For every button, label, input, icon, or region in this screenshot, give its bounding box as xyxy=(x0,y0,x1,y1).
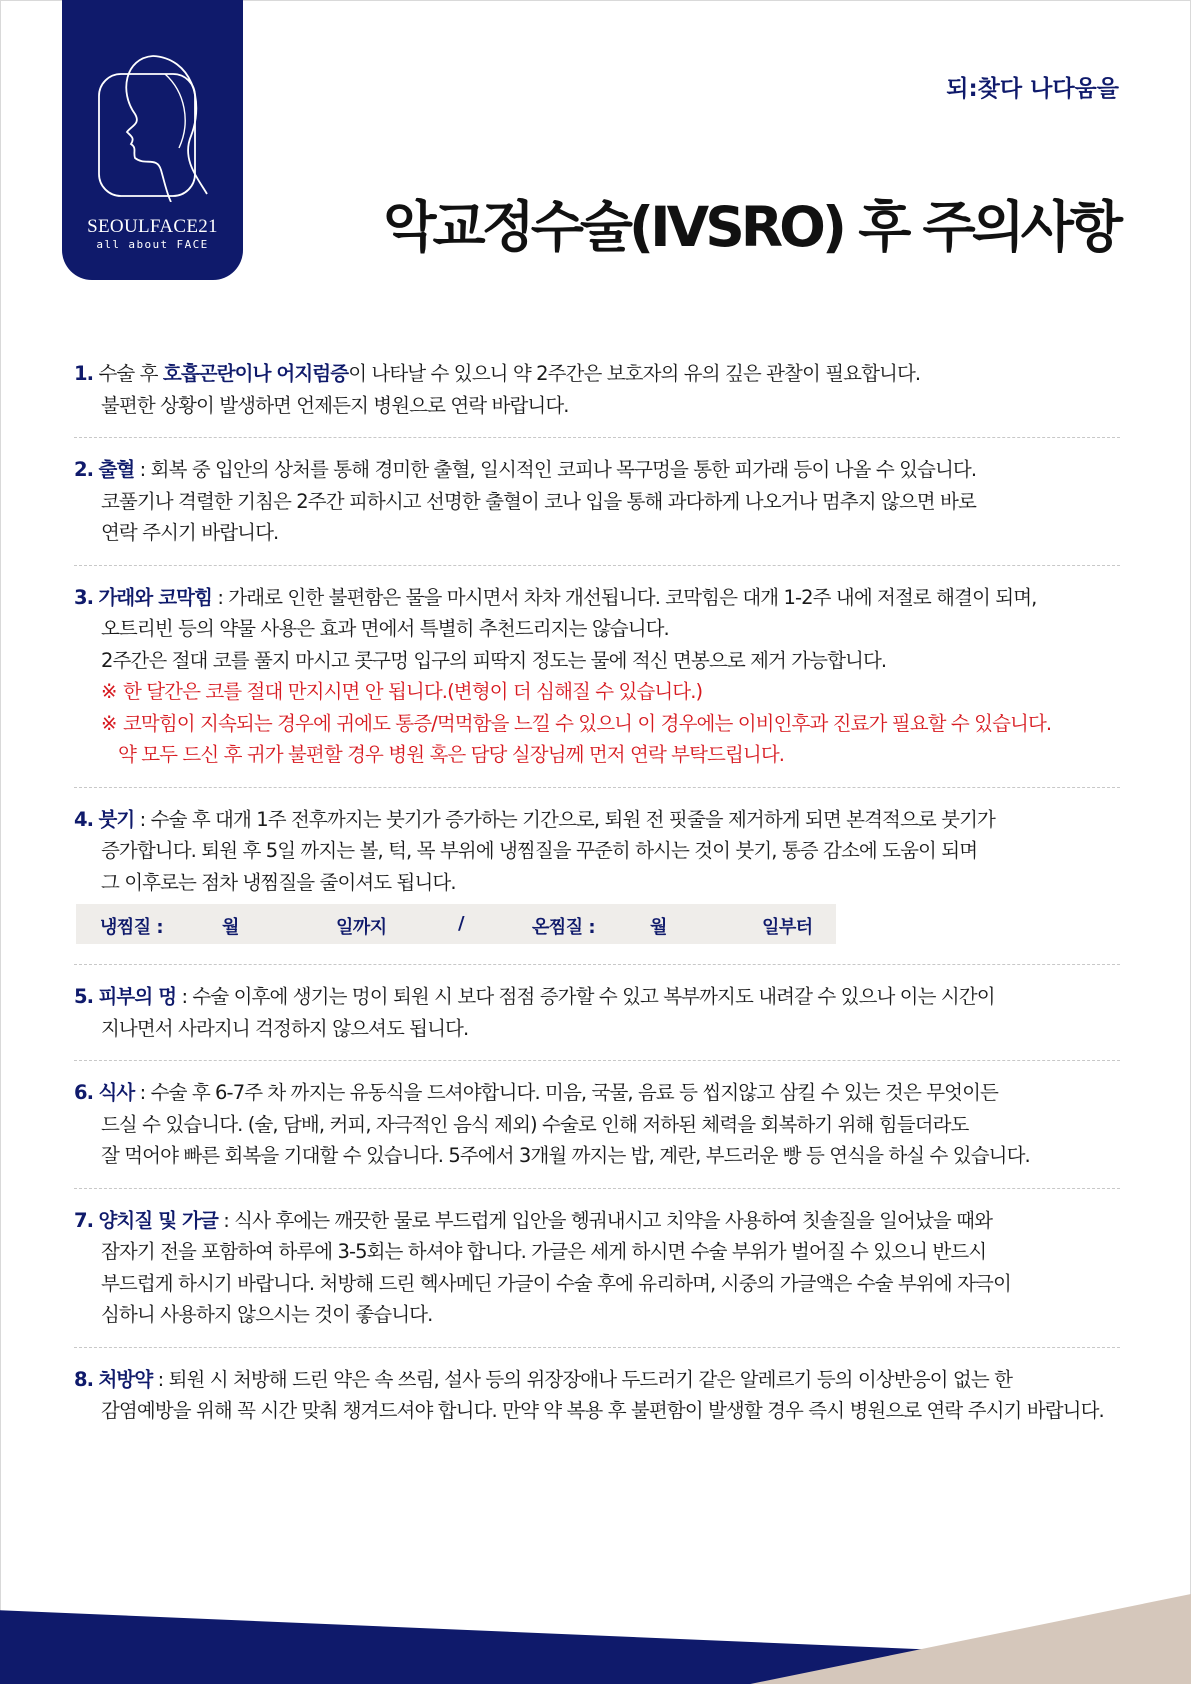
notice-item-2 xyxy=(74,454,1120,566)
warning-text: 한 달간은 코를 절대 만지시면 안 됩니다.(변형이 더 심해질 수 있습니다.) xyxy=(123,680,703,703)
notice-line: 불편한 상황이 발생하면 언제든지 병원으로 연락 바랍니다. xyxy=(101,393,569,417)
notice-line xyxy=(74,804,1120,836)
schedule-separator: / xyxy=(458,913,465,934)
notice-line xyxy=(74,1077,1120,1109)
notice-line: 부드럽게 하시기 바랍니다. 처방해 드린 헥사메딘 가글이 수술 후에 유리하며, 시중의 가글액은 수술 부위에 자극이 xyxy=(101,1271,1011,1295)
notice-text: : 가래로 인한 불편함은 물을 마시면서 차차 개선됩니다. 코막힘은 대개 1-2주 내에 저절로 해결이 되며, xyxy=(212,585,1037,609)
clinic-logo-tagline: all about FACE xyxy=(96,238,209,251)
notice-item-5 xyxy=(74,981,1120,1061)
warm-compress-label: 온찜질 : xyxy=(532,917,596,938)
notice-number: 8. xyxy=(74,1367,94,1391)
notice-text: : 수술 이후에 생기는 멍이 퇴원 시 보다 점점 증가할 수 있고 복부까지도 내려갈 수 있으나 이는 시간이 xyxy=(176,985,995,1008)
warning-line xyxy=(74,708,1120,740)
warning-text: 코막힘이 지속되는 경우에 귀에도 통증/먹먹함을 느낄 수 있으니 이 경우에는 이비인후과 진료가 필요할 수 있습니다. xyxy=(123,711,1052,735)
notice-line: 드실 수 있습니다. (술, 담배, 커피, 자극적인 음식 제외) 수술로 인해 저하된 체력을 회복하기 위해 힘들더라도 xyxy=(101,1112,969,1136)
page-title: 악교정수술(IVSRO) 후 주의사항 xyxy=(383,195,1119,259)
notice-keyword: 호흡곤란이나 어지럼증 xyxy=(162,362,349,385)
notice-item-6 xyxy=(74,1077,1120,1189)
notice-line xyxy=(74,1364,1120,1396)
notice-line xyxy=(74,358,1120,390)
notice-line: 지나면서 사라지니 걱정하지 않으셔도 됩니다. xyxy=(101,1016,469,1040)
notice-text: : 수술 후 6-7주 차 까지는 유동식을 드셔야합니다. 미음, 국물, 음료 등 씹지않고 삼킬 수 있는 것은 무엇이든 xyxy=(134,1081,998,1104)
notice-keyword: 양치질 및 가글 xyxy=(98,1208,218,1232)
notice-number: 4. xyxy=(74,807,94,831)
reference-mark-icon: ※ xyxy=(101,680,117,703)
warning-line xyxy=(74,676,1120,708)
notice-keyword: 처방약 xyxy=(98,1367,153,1391)
clinic-logo-name: SEOULFACE21 xyxy=(87,216,218,237)
notice-number: 3. xyxy=(74,585,94,609)
notice-text: 이 나타날 수 있으니 약 2주간은 보호자의 유의 깊은 관찰이 필요합니다. xyxy=(348,362,921,385)
notice-line: 잘 먹어야 빠른 회복을 기대할 수 있습니다. 5주에서 3개월 까지는 밥, 계란, 부드러운 빵 등 연식을 하실 수 있습니다. xyxy=(101,1144,1030,1167)
notice-text: : 식사 후에는 깨끗한 물로 부드럽게 입안을 헹궈내시고 치약을 사용하여 칫솔질을 일어났을 때와 xyxy=(217,1208,993,1232)
notice-line: 오트리빈 등의 약물 사용은 효과 면에서 특별히 추천드리지는 않습니다. xyxy=(101,617,669,640)
notice-line xyxy=(74,1205,1120,1237)
notice-line: 잠자기 전을 포함하여 하루에 3-5회는 하셔야 합니다. 가글은 세게 하시면 수술 부위가 벌어질 수 있으니 반드시 xyxy=(101,1240,987,1263)
notice-keyword: 피부의 멍 xyxy=(98,985,177,1008)
face-silhouette-icon xyxy=(95,52,211,202)
notice-item-7 xyxy=(74,1205,1120,1348)
notice-item-3 xyxy=(74,582,1120,788)
notice-number: 5. xyxy=(74,985,94,1008)
clinic-logo xyxy=(62,0,243,280)
compress-schedule-bar xyxy=(76,904,836,944)
cold-compress-label: 냉찜질 : xyxy=(100,917,164,938)
notice-text: : 수술 후 대개 1주 전후까지는 붓기가 증가하는 기간으로, 퇴원 전 핏줄을 제거하게 되면 본격적으로 붓기가 xyxy=(134,807,995,831)
notice-text: 수술 후 xyxy=(98,362,163,385)
notice-item-1 xyxy=(74,358,1120,438)
notice-line: 그 이후로는 점차 냉찜질을 줄이셔도 됩니다. xyxy=(101,870,456,894)
notice-line: 감염예방을 위해 꼭 시간 맞춰 챙겨드셔야 합니다. 만약 약 복용 후 불편함이 발생할 경우 즉시 병원으로 연락 주시기 바랍니다. xyxy=(101,1399,1104,1422)
notice-text: : 회복 중 입안의 상처를 통해 경미한 출혈, 일시적인 코피나 목구멍을 통한 피가래 등이 나올 수 있습니다. xyxy=(134,458,977,481)
cold-compress-until: 일까지 xyxy=(336,917,387,938)
notice-keyword: 붓기 xyxy=(98,807,135,831)
notice-item-4 xyxy=(74,804,1120,966)
notice-text: : 퇴원 시 처방해 드린 약은 속 쓰림, 설사 등의 위장장애나 두드러기 같은 알레르기 등의 이상반응이 없는 한 xyxy=(152,1367,1013,1391)
notice-number: 7. xyxy=(74,1208,94,1232)
notice-list xyxy=(74,358,1120,1459)
notice-line xyxy=(74,981,1120,1013)
notice-line xyxy=(74,582,1120,614)
notice-line: 연락 주시기 바랍니다. xyxy=(101,521,279,544)
notice-keyword: 식사 xyxy=(98,1081,135,1104)
notice-number: 6. xyxy=(74,1081,94,1104)
warm-compress-from: 일부터 xyxy=(762,917,813,938)
warning-line: 약 모두 드신 후 귀가 불편할 경우 병원 혹은 담당 실장님께 먼저 연락 부탁드립니다. xyxy=(118,743,785,766)
notice-line: 코풀기나 격렬한 기침은 2주간 피하시고 선명한 출혈이 코나 입을 통해 과다하게 나오거나 멈추지 않으면 바로 xyxy=(101,489,976,513)
notice-line: 증가합니다. 퇴원 후 5일 까지는 볼, 턱, 목 부위에 냉찜질을 꾸준히 하시는 것이 붓기, 통증 감소에 도움이 되며 xyxy=(101,839,978,862)
notice-line: 심하니 사용하지 않으시는 것이 좋습니다. xyxy=(101,1303,433,1326)
notice-number: 2. xyxy=(74,458,94,481)
notice-line xyxy=(74,454,1120,486)
reference-mark-icon: ※ xyxy=(101,711,117,735)
notice-line: 2주간은 절대 코를 풀지 마시고 콧구멍 입구의 피딱지 정도는 물에 적신 면봉으로 제거 가능합니다. xyxy=(101,648,887,672)
notice-keyword: 출혈 xyxy=(98,458,135,481)
cold-compress-month: 월 xyxy=(222,917,239,938)
slogan: 되:찾다 나다움을 xyxy=(946,76,1119,102)
notice-number: 1. xyxy=(74,362,94,385)
warm-compress-month: 월 xyxy=(650,917,667,938)
notice-item-8 xyxy=(74,1364,1120,1443)
notice-keyword: 가래와 코막힘 xyxy=(98,585,213,609)
